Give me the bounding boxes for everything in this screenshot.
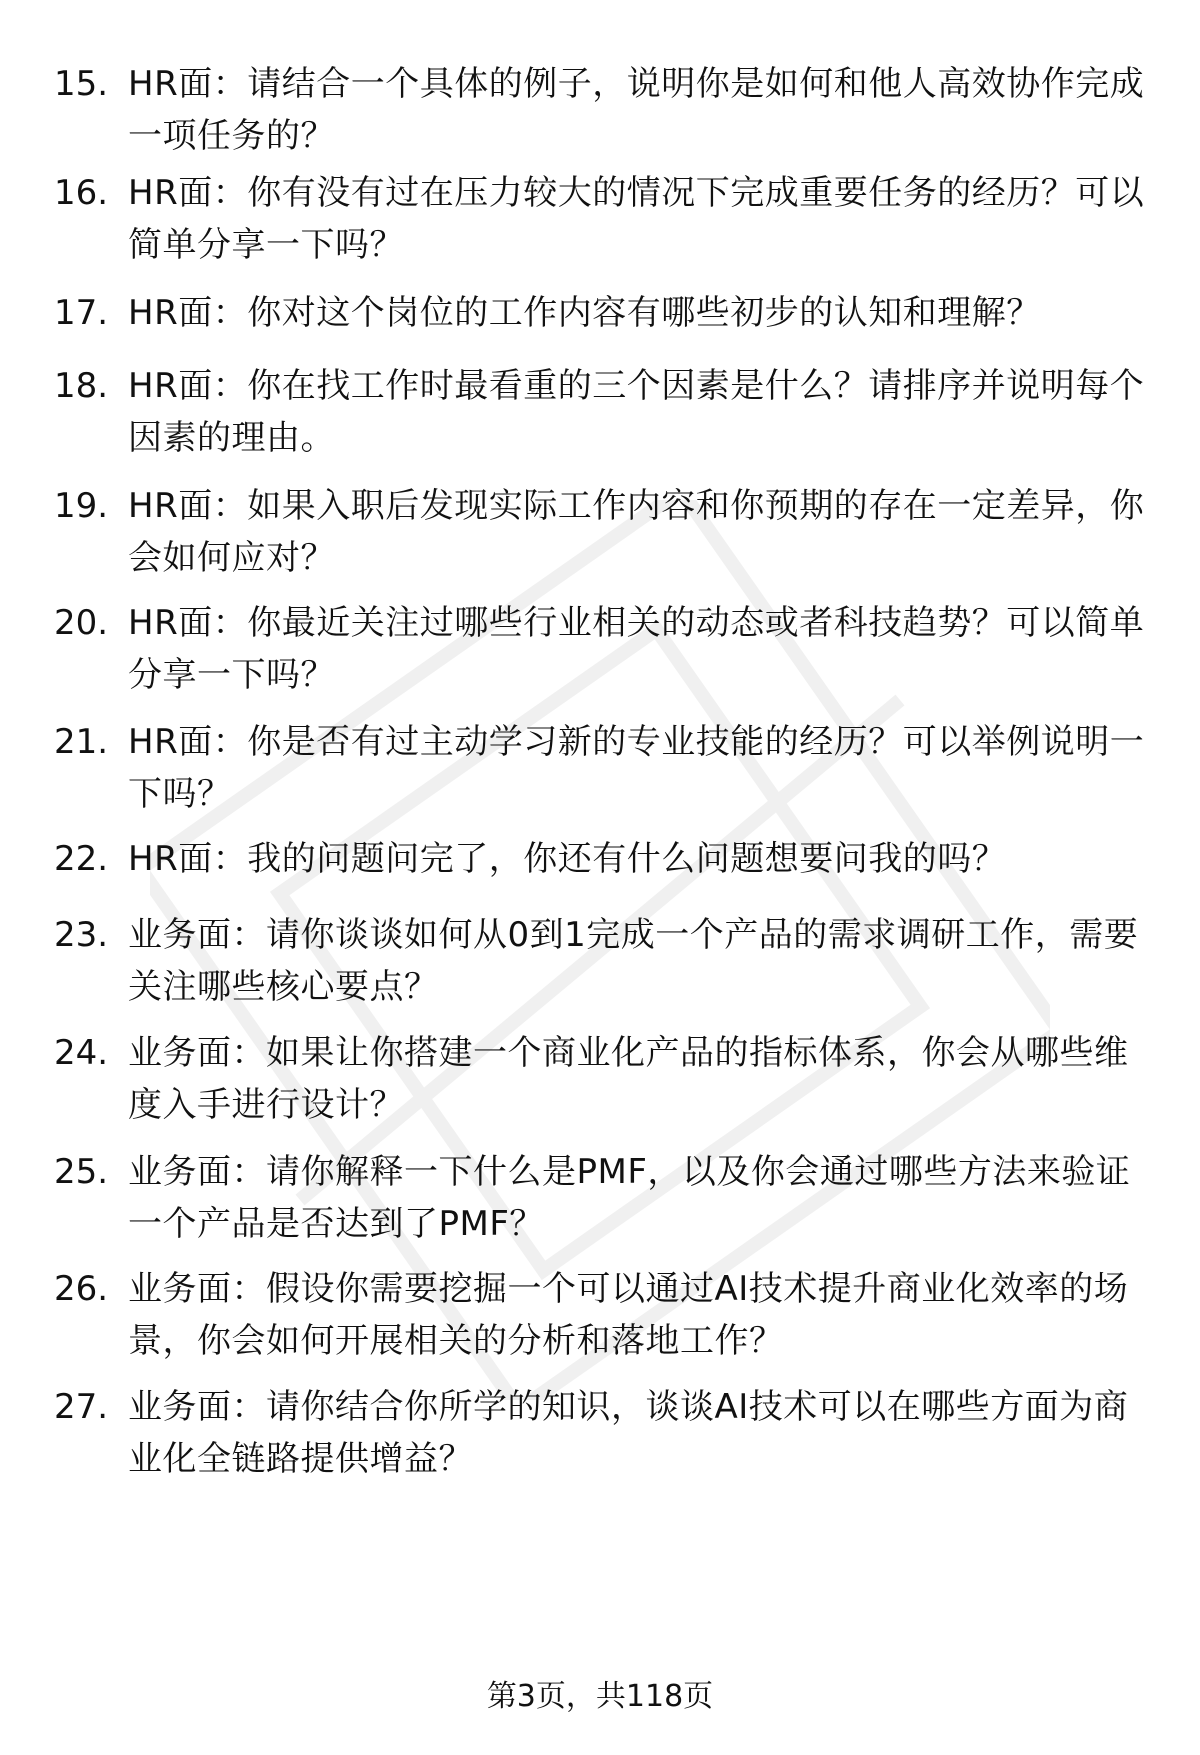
- question-number: 16.: [54, 173, 109, 213]
- question-number: 22.: [54, 839, 109, 879]
- question-text: HR面：你有没有过在压力较大的情况下完成重要任务的经历？可以简单分享一下吗？: [128, 173, 1145, 265]
- question-text: 业务面：假设你需要挖掘一个可以通过AI技术提升商业化效率的场景，你会如何开展相关的分析和落地工作？: [128, 1269, 1129, 1361]
- question-text: HR面：如果入职后发现实际工作内容和你预期的存在一定差异，你会如何应对？: [128, 486, 1145, 578]
- question-number: 24.: [54, 1033, 109, 1073]
- question-text: 业务面：请你解释一下什么是PMF，以及你会通过哪些方法来验证一个产品是否达到了PMF？: [128, 1152, 1131, 1244]
- question-text: HR面：请结合一个具体的例子，说明你是如何和他人高效协作完成一项任务的？: [128, 64, 1145, 156]
- question-text: HR面：我的问题问完了，你还有什么问题想要问我的吗？: [128, 839, 1007, 879]
- question-text: 业务面：如果让你搭建一个商业化产品的指标体系，你会从哪些维度入手进行设计？: [128, 1033, 1129, 1125]
- page-footer: 第3页，共118页: [486, 1679, 714, 1714]
- question-number: 23.: [54, 915, 109, 955]
- question-number: 19.: [54, 486, 109, 526]
- question-number: 25.: [54, 1152, 109, 1192]
- question-text: HR面：你在找工作时最看重的三个因素是什么？请排序并说明每个因素的理由。: [128, 366, 1145, 458]
- question-text: 业务面：请你结合你所学的知识，谈谈AI技术可以在哪些方面为商业化全链路提供增益？: [128, 1387, 1129, 1479]
- question-text: HR面：你是否有过主动学习新的专业技能的经历？可以举例说明一下吗？: [128, 722, 1145, 814]
- question-number: 15.: [54, 64, 109, 104]
- question-number: 17.: [54, 293, 109, 333]
- question-number: 26.: [54, 1269, 109, 1309]
- question-number: 21.: [54, 722, 109, 762]
- question-number: 27.: [54, 1387, 109, 1427]
- question-text: HR面：你对这个岗位的工作内容有哪些初步的认知和理解？: [128, 293, 1041, 333]
- question-number: 20.: [54, 603, 109, 643]
- question-text: 业务面：请你谈谈如何从0到1完成一个产品的需求调研工作，需要关注哪些核心要点？: [128, 915, 1139, 1007]
- question-number: 18.: [54, 366, 109, 406]
- question-text: HR面：你最近关注过哪些行业相关的动态或者科技趋势？可以简单分享一下吗？: [128, 603, 1145, 695]
